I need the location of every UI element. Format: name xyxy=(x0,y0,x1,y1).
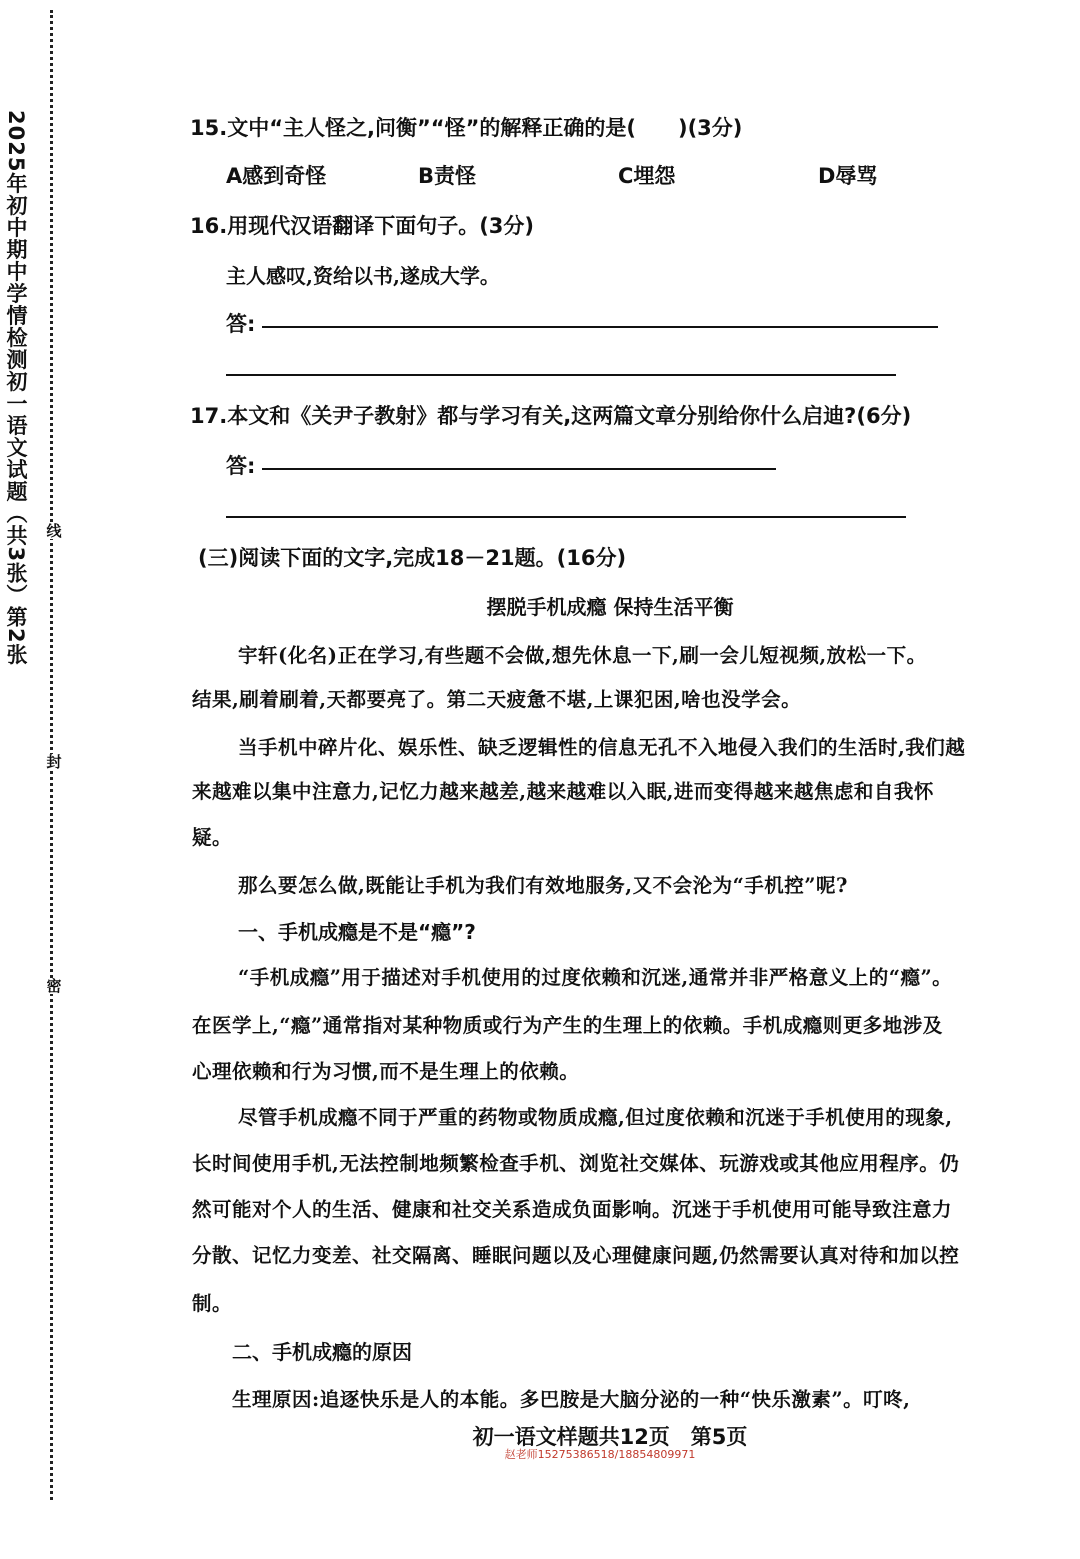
article-line: 分散、记忆力变差、社交隔离、睡眠问题以及心理健康问题,仍然需要认真对待和加以控 xyxy=(192,1244,960,1267)
article-line: 生理原因:追逐快乐是人的本能。多巴胺是大脑分泌的一种“快乐激素”。叮咚, xyxy=(232,1388,911,1411)
q15-option-c: C埋怨 xyxy=(618,164,676,188)
q17-answer-line-1[interactable] xyxy=(262,468,776,470)
article-line: 然可能对个人的生活、健康和社交关系造成负面影响。沉迷于手机使用可能导致注意力 xyxy=(192,1198,953,1221)
q17-answer-line-2[interactable] xyxy=(226,516,906,518)
article-line: 尽管手机成瘾不同于严重的药物或物质成瘾,但过度依赖和沉迷于手机使用的现象, xyxy=(238,1106,953,1129)
article-line: 结果,刷着刷着,天都要亮了。第二天疲惫不堪,上课犯困,啥也没学会。 xyxy=(192,688,802,711)
article-line: 宇轩(化名)正在学习,有些题不会做,想先休息一下,刷一会儿短视频,放松一下。 xyxy=(238,644,927,667)
seal-mark-secret: 密 xyxy=(46,977,62,995)
article-line: “手机成瘾”用于描述对手机使用的过度依赖和沉迷,通常并非严格意义上的“瘾”。 xyxy=(238,966,953,989)
q16-sentence: 主人感叹,资给以书,遂成大学。 xyxy=(226,264,500,288)
article-subheading-1: 一、手机成瘾是不是“瘾”? xyxy=(238,920,476,944)
q16-answer-line-1[interactable] xyxy=(262,326,938,328)
side-exam-title: 2025年初中期中学情检测初一语文试题（共3张）第2张 xyxy=(4,110,28,666)
article-line: 长时间使用手机,无法控制地频繁检查手机、浏览社交媒体、玩游戏或其他应用程序。仍 xyxy=(192,1152,960,1175)
article-line: 那么要怎么做,既能让手机为我们有效地服务,又不会沦为“手机控”呢? xyxy=(238,874,848,897)
q17-stem: 17.本文和《关尹子教射》都与学习有关,这两篇文章分别给你什么启迪?(6分) xyxy=(190,404,912,428)
seal-mark-line: 线 xyxy=(46,522,62,540)
article-subheading-2: 二、手机成瘾的原因 xyxy=(232,1340,412,1364)
seal-mark-seal: 封 xyxy=(46,753,62,771)
page-footer: 初一语文样题共12页 第5页 xyxy=(472,1425,748,1449)
article-line: 在医学上,“瘾”通常指对某种物质或行为产生的生理上的依赖。手机成瘾则更多地涉及 xyxy=(192,1014,943,1037)
section3-header: (三)阅读下面的文字,完成18－21题。(16分) xyxy=(198,546,627,570)
contact-watermark: 赵老师15275386518/18854809971 xyxy=(504,1448,696,1461)
q17-answer-label: 答: xyxy=(226,454,256,478)
q16-answer-label: 答: xyxy=(226,312,256,336)
q16-stem: 16.用现代汉语翻译下面句子。(3分) xyxy=(190,214,535,238)
q15-option-a: A感到奇怪 xyxy=(226,164,327,188)
article-line: 来越难以集中注意力,记忆力越来越差,越来越难以入眠,进而变得越来越焦虑和自我怀 xyxy=(192,780,934,803)
q15-option-b: B责怪 xyxy=(418,164,477,188)
q15-option-d: D辱骂 xyxy=(818,164,878,188)
article-line: 制。 xyxy=(192,1292,233,1315)
article-line: 当手机中碎片化、娱乐性、缺乏逻辑性的信息无孔不入地侵入我们的生活时,我们越 xyxy=(238,736,966,759)
q15-stem: 15.文中“主人怪之,问衡”“怪”的解释正确的是( )(3分) xyxy=(190,116,743,140)
article-line: 心理依赖和行为习惯,而不是生理上的依赖。 xyxy=(192,1060,580,1083)
q16-answer-line-2[interactable] xyxy=(226,374,896,376)
article-line: 疑。 xyxy=(192,826,233,849)
article-title: 摆脱手机成瘾 保持生活平衡 xyxy=(486,595,734,619)
